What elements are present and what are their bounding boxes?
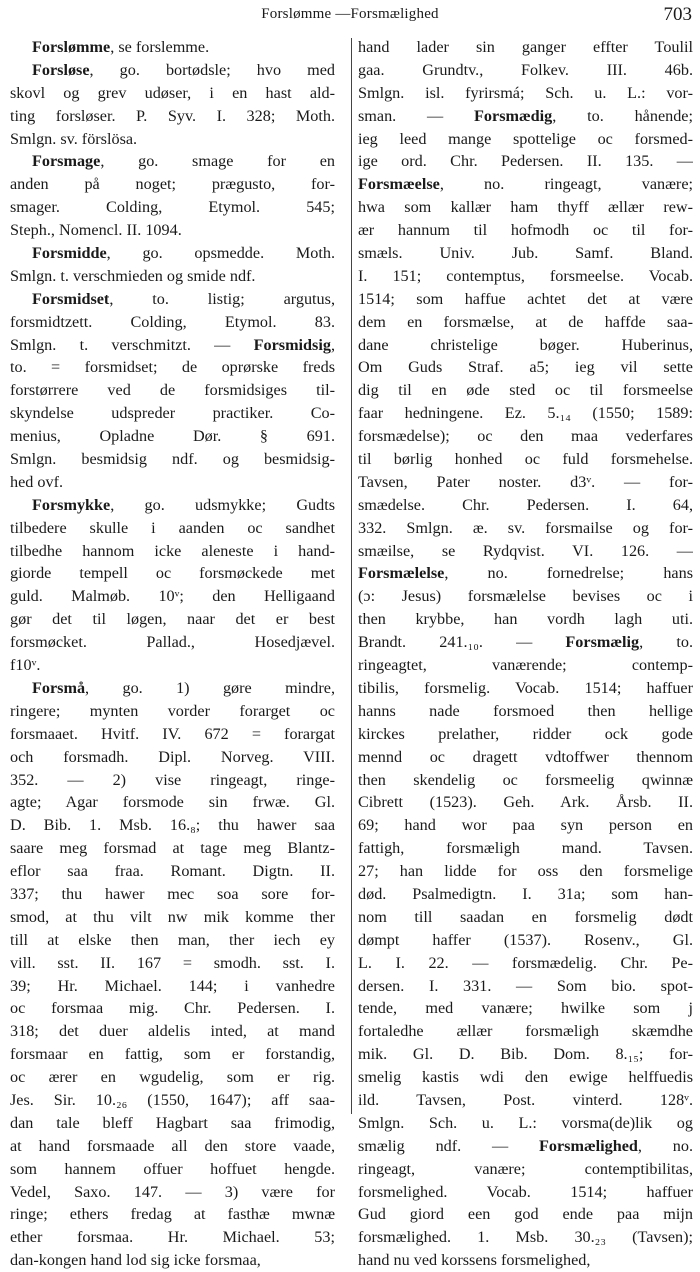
text-line: eflor saa fraa. Romant. Digtn. II.	[10, 862, 335, 881]
text-line: mik. Gl. D. Bib. Dom. 8.₁₅; for-	[358, 1045, 693, 1064]
text-line: 39; Hr. Michael. 144; i vanhedre	[10, 976, 335, 995]
text-line: guld. Malmøb. 10ᵛ; den Helligaand	[10, 587, 335, 606]
text-line: Smlgn. Sch. u. L.: vorsma(de)lik og	[358, 1113, 693, 1132]
text-line: forsmøcket. Pallad., Hosedjævel.	[10, 633, 335, 652]
text-line: giorde tempell oc forsmøckede met	[10, 564, 335, 583]
text-line: ringere; mynten vorder forarget oc	[10, 701, 335, 720]
text-line: ringe; ethers fredag at fasthæ mwnæ	[10, 1205, 335, 1224]
text-line: till at elske then man, ther iech ey	[10, 930, 335, 949]
text-line: forsmidtzett. Colding, Etymol. 83.	[10, 312, 335, 331]
text-line: hed ovf.	[10, 472, 64, 491]
text-line: som hannem offuer hoffuet hengde.	[10, 1159, 335, 1178]
text-line: menius, Opladne Dør. § 691.	[10, 427, 335, 446]
text-line: smælig ndf. — Forsmælighed, no.	[358, 1136, 693, 1155]
text-line: smædelse. Chr. Pedersen. I. 64,	[358, 495, 693, 514]
text-line: dan tale bleff Hagbart saa frimodig,	[10, 1113, 335, 1132]
text-line: forsmelighed. Vocab. 1514; haffuer	[358, 1182, 693, 1201]
text-line: ieg leed mange spottelige oc forsmed-	[358, 129, 693, 148]
text-line: at hand forsmaade all den store vaade,	[10, 1136, 335, 1155]
text-line: tilbedhe hannom icke aleneste i hand-	[10, 541, 335, 560]
text-line: Smlgn. sv. förslösa.	[10, 129, 138, 148]
right-column	[358, 36, 693, 1272]
text-line: oc ærer en wgudelig, som er rig.	[10, 1068, 335, 1087]
text-line: dan-kongen hand lod sig icke forsmaa,	[10, 1251, 261, 1270]
text-line: smæls. Univ. Jub. Samf. Bland.	[358, 244, 693, 263]
text-line: tende, med vanære; hwilke som j	[358, 999, 693, 1018]
text-line: fortaledhe ællær forsmæligh skæmdhe	[358, 1022, 693, 1041]
text-line: Forsmæelse, no. ringeagt, vanære;	[358, 175, 693, 194]
text-line: dig til en øde sted oc til forsmeelse	[358, 381, 693, 400]
text-line: forsmælighed. 1. Msb. 30.₂₃ (Tavsen);	[358, 1228, 693, 1247]
text-line: hand nu ved korssens forsmelighed,	[358, 1251, 591, 1270]
text-line: och forsmadh. Dipl. Norveg. VIII.	[10, 747, 335, 766]
text-line: I. 151; contemptus, forsmeelse. Vocab.	[358, 266, 693, 285]
text-line: to. = forsmidset; de oprørske freds	[10, 358, 335, 377]
text-line: Steph., Nomencl. II. 1094.	[10, 221, 182, 240]
text-line: forstørrere ved de forsmidsiges til-	[10, 381, 335, 400]
text-line: ild. Tavsen, Post. vinterd. 128ᵛ.	[358, 1090, 693, 1109]
running-head: Forslømme —Forsmælighed	[261, 6, 439, 22]
text-line: faar hedningene. Ez. 5.₁₄ (1550; 1589:	[358, 404, 693, 423]
text-line: skyndelse udspreder practiker. Co-	[10, 404, 335, 423]
text-line: dersen. I. 331. — Som bio. spot-	[358, 976, 693, 995]
text-line: sman. — Forsmædig, to. hånende;	[358, 106, 693, 125]
text-line: Smlgn. t. verschmieden og smide ndf.	[10, 266, 256, 285]
text-line: ringeagtet, vanærende; contemp-	[358, 656, 693, 675]
text-line: Forsmidset, to. listig; argutus,	[32, 289, 335, 308]
text-line: 332. Smlgn. æ. sv. forsmailse og for-	[358, 518, 693, 537]
text-line: Smlgn. t. verschmitzt. — Forsmidsig,	[10, 335, 335, 354]
text-line: nom till saadan en forsmelig dødt	[358, 907, 693, 926]
text-line: ringeagt, vanære; contemptibilitas,	[358, 1159, 693, 1178]
text-line: gør det til løgen, naar det er best	[10, 610, 335, 629]
text-line: kirckes prelather, ridder ock gode	[358, 724, 693, 743]
text-line: 69; hand wor paa syn person en	[358, 816, 693, 835]
text-line: agte; Agar forsmode sin frwæ. Gl.	[10, 793, 335, 812]
text-line: smod, at thu vilt nw mik komme ther	[10, 907, 335, 926]
text-line: anden på noget; prægusto, for-	[10, 175, 335, 194]
text-line: forsmædelse); oc den maa vederfares	[358, 427, 693, 446]
text-line: tibilis, forsmelig. Vocab. 1514; haffuer	[358, 678, 693, 697]
text-line: Brandt. 241.₁₀. — Forsmælig, to.	[358, 633, 693, 652]
text-line: Vedel, Saxo. 147. — 3) være for	[10, 1182, 335, 1201]
text-line: dem en forsmælse, at de haffde saa-	[358, 312, 693, 331]
text-line: Forsmykke, go. udsmykke; Gudts	[32, 495, 335, 514]
text-line: 352. — 2) vise ringeagt, ringe-	[10, 770, 335, 789]
text-line: D. Bib. 1. Msb. 16.₈; thu hawer saa	[10, 816, 335, 835]
text-line: then skendelig oc forsmeelig qwinnæ	[358, 770, 693, 789]
text-line: mennd oc dragett vdtoffwer thennom	[358, 747, 693, 766]
text-line: Forsmå, go. 1) gøre mindre,	[32, 678, 335, 697]
text-line: smelig kastis wdi den ewige helffuedis	[358, 1068, 693, 1087]
text-line: (ɔ: Jesus) forsmælelse bevises oc i	[358, 587, 693, 606]
text-line: Forsmidde, go. opsmedde. Moth.	[32, 244, 335, 263]
text-line: hand lader sin ganger effter Toulil	[358, 38, 693, 56]
column-divider	[351, 38, 352, 1114]
text-line: f10ᵛ.	[10, 656, 41, 675]
text-line: forsmaaet. Hvitf. IV. 672 = forargat	[10, 724, 335, 743]
text-line: forsmaar en fattig, som er forstandig,	[10, 1045, 335, 1064]
text-line: fattigh, forsmæligh mand. Tavsen.	[358, 839, 693, 858]
text-line: ting forsløser. P. Syv. I. 328; Moth.	[10, 106, 335, 125]
text-line: Forsmælelse, no. fornedrelse; hans	[358, 564, 693, 583]
text-line: 318; det duer aldelis inted, at mand	[10, 1022, 335, 1041]
page-number: 703	[663, 4, 692, 25]
text-line: smæilse, se Rydqvist. VI. 126. —	[358, 541, 693, 560]
text-line: gaa. Grundtv., Folkev. III. 46b.	[358, 60, 693, 79]
text-line: død. Psalmedigtn. I. 31a; som han-	[358, 884, 693, 903]
text-line: 27; han lidde for oss den forsmelige	[358, 862, 693, 881]
text-line: hanns nade forsmoed then hellige	[358, 701, 693, 720]
text-line: then krybbe, han vordh lagh uti.	[358, 610, 693, 629]
text-line: 337; thu hawer mec soa sore for-	[10, 884, 335, 903]
text-line: Forslømme, se forslemme.	[32, 38, 210, 56]
page-header	[0, 4, 700, 28]
text-line: tilbedere skulle i aanden oc sandhet	[10, 518, 335, 537]
text-line: saare meg forsmad at tage meg Blantz-	[10, 839, 335, 858]
text-line: Forsmage, go. smage for en	[32, 152, 335, 171]
text-line: vill. sst. II. 167 = smodh. sst. I.	[10, 953, 335, 972]
text-line: dømpt haffer (1537). Rosenv., Gl.	[358, 930, 693, 949]
text-line: Gud giord een god ende paa mijn	[358, 1205, 693, 1224]
text-line: Cibrett (1523). Geh. Ark. Årsb. II.	[358, 793, 693, 812]
left-column	[10, 36, 335, 1272]
text-line: skovl og grev udøser, i en hast ald-	[10, 83, 335, 102]
text-line: Smlgn. besmidsig ndf. og besmidsig-	[10, 450, 335, 469]
text-line: Jes. Sir. 10.₂₆ (1550, 1647); aff saa-	[10, 1090, 335, 1109]
text-line: Om Guds Straf. a5; ieg vil sette	[358, 358, 693, 377]
text-line: oc forsmaa mig. Chr. Pedersen. I.	[10, 999, 335, 1018]
text-line: hwa som kallær ham thyff ællær rew-	[358, 198, 693, 217]
text-line: dane christelige bøger. Huberinus,	[358, 335, 693, 354]
text-line: ær hannum til hofmodh oc til for-	[358, 221, 693, 240]
text-line: L. I. 22. — forsmædelig. Chr. Pe-	[358, 953, 693, 972]
text-line: 1514; som haffue achtet det at være	[358, 289, 693, 308]
text-line: ige ord. Chr. Pedersen. II. 135. —	[358, 152, 693, 171]
text-line: Tavsen, Pater noster. d3ᵛ. — for-	[358, 472, 693, 491]
text-line: Smlgn. isl. fyrirsmá; Sch. u. L.: vor-	[358, 83, 693, 102]
text-line: til børlig honhed oc fuld forsmehelse.	[358, 450, 693, 469]
text-line: smager. Colding, Etymol. 545;	[10, 198, 335, 217]
text-line: ether forsmaa. Hr. Michael. 53;	[10, 1228, 335, 1247]
text-line: Forsløse, go. bortødsle; hvo med	[32, 60, 335, 79]
